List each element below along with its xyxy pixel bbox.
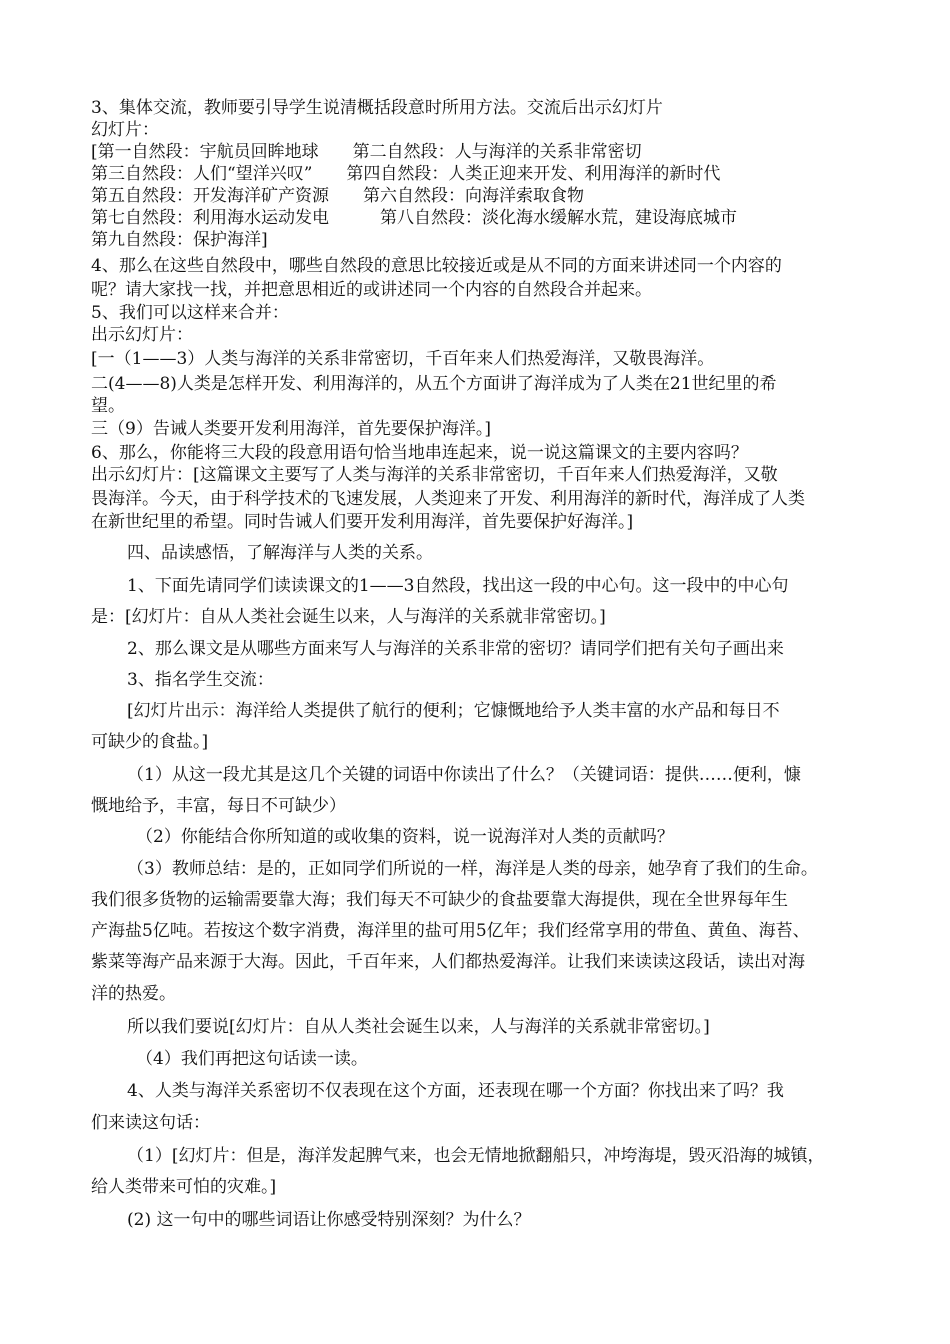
- text-line: 产海盐5亿吨。若按这个数字消费，海洋里的盐可用5亿年；我们经常享用的带鱼、黄鱼、海苔、: [91, 921, 810, 941]
- text-line: 们来读这句话：: [91, 1113, 210, 1133]
- text-line: [第一自然段：宇航员回眸地球 第二自然段：人与海洋的关系非常密切: [91, 142, 642, 162]
- text-line: 2、那么课文是从哪些方面来写人与海洋的关系非常的密切？请同学们把有关句子画出来: [127, 639, 784, 659]
- text-line: 所以我们要说[幻灯片：自从人类社会诞生以来，人与海洋的关系就非常密切。]: [127, 1017, 710, 1037]
- text-line: 我们很多货物的运输需要靠大海；我们每天不可缺少的食盐要靠大海提供，现在全世界每年生: [91, 890, 788, 910]
- text-line: 3、指名学生交流：: [127, 670, 274, 690]
- text-line: （4）我们再把这句话读一读。: [136, 1049, 368, 1069]
- text-line: 可缺少的食盐。]: [91, 732, 209, 752]
- text-line: 1、下面先请同学们读读课文的1——3自然段，找出这一段的中心句。这一段中的中心句: [127, 576, 789, 596]
- text-line: 第七自然段：利用海水运动发电 第八自然段：淡化海水缓解水荒，建设海底城市: [91, 208, 737, 228]
- text-line: 出示幻灯片：[这篇课文主要写了人类与海洋的关系非常密切，千百年来人们热爱海洋，又敬: [91, 465, 778, 485]
- text-line: (2) 这一句中的哪些词语让你感受特别深刻？为什么？: [127, 1210, 531, 1230]
- text-line: （2）你能结合你所知道的或收集的资料，说一说海洋对人类的贡献吗？: [136, 827, 674, 847]
- text-line: 第五自然段：开发海洋矿产资源 第六自然段：向海洋索取食物: [91, 186, 584, 206]
- text-line: [幻灯片出示：海洋给人类提供了航行的便利；它慷慨地给予人类丰富的水产品和每日不: [127, 701, 780, 721]
- text-line: 畏海洋。今天，由于科学技术的飞速发展，人类迎来了开发、利用海洋的新时代，海洋成了人类: [91, 489, 805, 509]
- text-line: 紫菜等海产品来源于大海。因此，千百年来，人们都热爱海洋。让我们来读读这段话，读出对海: [91, 952, 805, 972]
- text-line: 第三自然段：人们“望洋兴叹” 第四自然段：人类正迎来开发、利用海洋的新时代: [91, 164, 721, 184]
- text-line: 望。: [91, 396, 125, 416]
- text-line: 5、我们可以这样来合并：: [91, 303, 289, 323]
- text-line: 4、那么在这些自然段中，哪些自然段的意思比较接近或是从不同的方面来讲述同一个内容的: [91, 256, 782, 276]
- text-line: 二(4——8)人类是怎样开发、利用海洋的，从五个方面讲了海洋成为了人类在21世纪里的希: [91, 374, 777, 394]
- text-line: 三（9）告诫人类要开发利用海洋，首先要保护海洋。]: [91, 419, 491, 439]
- text-line: 3、集体交流，教师要引导学生说清概括段意时所用方法。交流后出示幻灯片: [91, 98, 663, 118]
- text-line: 慨地给予，丰富，每日不可缺少）: [91, 796, 346, 816]
- text-line: 幻灯片：: [91, 120, 159, 140]
- text-line: 给人类带来可怕的灾难。]: [91, 1177, 277, 1197]
- text-line: 第九自然段：保护海洋]: [91, 230, 268, 250]
- text-line: 呢？请大家找一找，并把意思相近的或讲述同一个内容的自然段合并起来。: [91, 280, 652, 300]
- text-line: （1）[幻灯片：但是，海洋发起脾气来，也会无情地掀翻船只，冲垮海堤，毁灭沿海的城镇，: [127, 1146, 825, 1166]
- text-line: 在新世纪里的希望。同时告诫人们要开发利用海洋，首先要保护好海洋。]: [91, 512, 634, 532]
- text-line: [一（1——3）人类与海洋的关系非常密切，千百年来人们热爱海洋，又敬畏海洋。: [91, 349, 715, 369]
- section-heading: 四、品读感悟，了解海洋与人类的关系。: [127, 543, 433, 563]
- text-line: 4、人类与海洋关系密切不仅表现在这个方面，还表现在哪一个方面？你找出来了吗？我: [127, 1081, 784, 1101]
- text-line: 是：[幻灯片：自从人类社会诞生以来，人与海洋的关系就非常密切。]: [91, 607, 606, 627]
- text-line: 6、那么，你能将三大段的段意用语句恰当地串连起来，说一说这篇课文的主要内容吗？: [91, 443, 748, 463]
- text-line: （1）从这一段尤其是这几个关键的词语中你读出了什么？（关键词语：提供……便利，慷: [127, 765, 801, 785]
- text-line: 出示幻灯片：: [91, 325, 193, 345]
- text-line: （3）教师总结：是的，正如同学们所说的一样，海洋是人类的母亲，她孕育了我们的生命。: [127, 859, 818, 879]
- text-line: 洋的热爱。: [91, 984, 176, 1004]
